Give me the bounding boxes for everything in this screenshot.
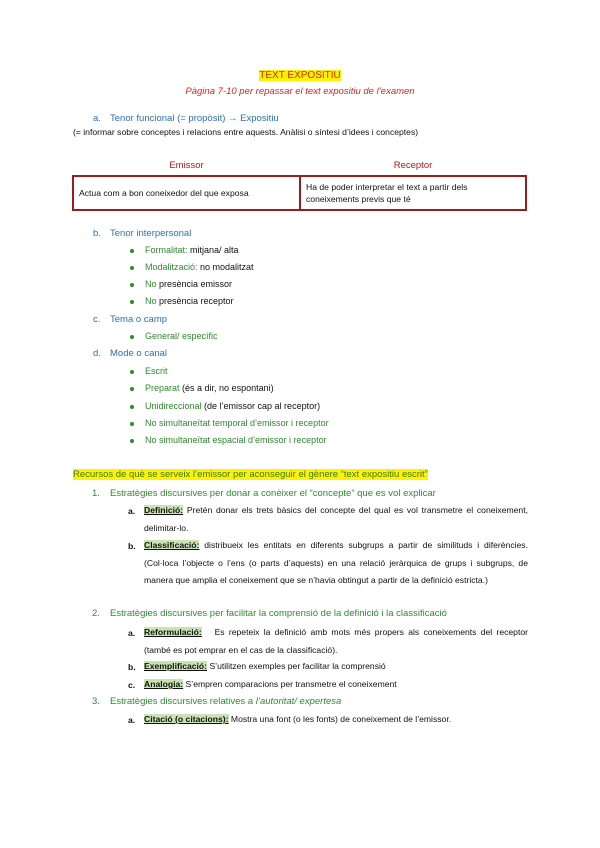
list-item: Escrit <box>145 366 168 376</box>
group-3-title: Estratègies discursives relatives a l’autoritat/ expertesa <box>110 696 342 707</box>
list-item: Formalitat: mitjana/ alta <box>145 245 239 255</box>
group-2-title: Estratègies discursives per facilitar la comprensió de la definició i la classificació <box>110 608 447 619</box>
item-letter: c. <box>128 680 136 690</box>
list-item: No simultaneïtat temporal d’emissor i receptor <box>145 418 329 428</box>
page-subtitle: Pàgina 7-10 per repassar el text expositiu de l’examen <box>185 86 415 97</box>
section-d-text: Mode o canal <box>110 348 168 359</box>
item-reformulacio: Reformulació: Es repeteix la definició amb mots més propers als coneixements del receptor (també es pot emprar en el cas de la classificació). <box>144 627 528 655</box>
item-letter: b. <box>128 662 136 672</box>
item-letter: a. <box>128 506 136 516</box>
section-a-note: (= informar sobre conceptes i relacions entre aquests. Anàlisi o síntesi d’idees i conceptes) <box>73 127 419 137</box>
list-item: General/ específic <box>145 331 218 341</box>
section-c-text: Tema o camp <box>110 314 168 325</box>
table-header-emissor: Emissor <box>169 160 204 171</box>
item-letter: b. <box>128 541 136 551</box>
table-header-receptor: Receptor <box>393 160 433 171</box>
bullet-icon <box>130 387 134 391</box>
group-1-title: Estratègies discursives per donar a conèixer el “concepte” que es vol explicar <box>110 488 436 499</box>
item-classificacio: Classificació: distribueix les entitats en diferents subgrups a partir de similituds i diferències. (Col·loca l’objecte o l’ens (o parts d’aquests) en una relació jeràrquica de grups i subgrups, de manera que amplia el coneixement que se n’havia obtingut a partir de la definició estricta.) <box>144 540 528 585</box>
list-item: No presència receptor <box>145 296 234 306</box>
bullet-icon <box>130 405 134 409</box>
page-title: TEXT EXPOSITIU <box>259 70 341 81</box>
group-2-number: 2. <box>92 608 100 619</box>
list-item: No simultaneïtat espacial d’emissor i receptor <box>145 435 327 445</box>
bullet-icon <box>130 439 134 443</box>
section-a-text: Tenor funcional (= propòsit) → Expositiu <box>110 113 279 124</box>
item-definicio: Definició: Pretén donar els trets bàsics del concepte del qual es vol transmetre el coneixement, delimitar-lo. <box>144 505 528 533</box>
table-cell-emissor: Actua com a bon coneixedor del que exposa <box>73 176 300 210</box>
bullet-icon <box>130 422 134 426</box>
section-b-text: Tenor interpersonal <box>110 228 192 239</box>
list-item: No presència emissor <box>145 279 233 289</box>
table-cell-receptor: Ha de poder interpretar el text a partir dels coneixements previs que té <box>300 176 526 210</box>
group-3-number: 3. <box>92 696 100 707</box>
section-b-label: b. <box>93 228 101 239</box>
resources-heading: Recursos de què se serveix l’emissor per aconseguir el gènere “text expositiu escrit” <box>73 469 428 480</box>
bullet-icon <box>130 266 134 270</box>
bullet-icon <box>130 370 134 374</box>
group-1-number: 1. <box>92 488 100 499</box>
item-citacio: Citació (o citacions): Mostra una font (o les fonts) de coneixement de l’emissor. <box>144 714 452 724</box>
section-a-label: a. <box>93 113 101 124</box>
emissor-receptor-table <box>72 156 527 211</box>
list-item: Unidireccional (de l’emissor cap al receptor) <box>145 401 321 411</box>
item-analogia: Analogia: S’empren comparacions per transmetre el coneixement <box>144 679 397 689</box>
item-exemplificacio: Exemplificació: S’utilitzen exemples per facilitar la comprensió <box>144 661 386 671</box>
bullet-icon <box>130 283 134 287</box>
bullet-icon <box>130 249 134 253</box>
section-c-label: c. <box>93 314 101 325</box>
bullet-icon <box>130 335 134 339</box>
item-letter: a. <box>128 715 136 725</box>
section-d-label: d. <box>93 348 101 359</box>
bullet-icon <box>130 300 134 304</box>
list-item: Modalització: no modalitzat <box>145 262 254 272</box>
item-letter: a. <box>128 628 136 638</box>
list-item: Preparat (és a dir, no espontani) <box>145 383 274 393</box>
